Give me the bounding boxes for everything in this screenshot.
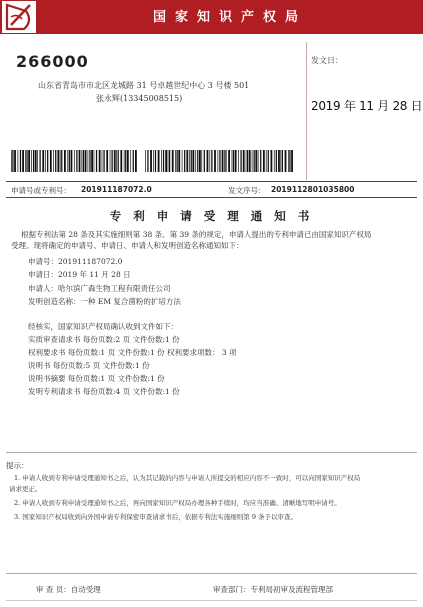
received-file-item: 发明专利请求书 每份页数:4 页 文件份数:1 份 — [28, 387, 180, 396]
cnipa-logo-icon — [2, 1, 36, 33]
send-date: 2019 年 11 月 28 日 — [311, 99, 423, 113]
recipient-name: 张永辉(13345008515) — [96, 94, 183, 103]
footer-divider-bottom — [6, 600, 417, 601]
serial-label: 发文序号： — [228, 186, 266, 195]
footer-divider — [6, 573, 417, 574]
intro-text-cont: 受理。现将确定的申请号、申请日、申请人和发明创造名称通知如下： — [11, 241, 244, 250]
barcode-right — [145, 150, 293, 172]
tip-1: 1. 申请人收到专利申请受理通知书之后，认为其记载的内容与申请人所提交的相应内容不一致时，可以向国家知识产权局 — [14, 474, 361, 482]
field-invention-title: 发明创造名称：一种 EM 复合菌粉的扩培方法 — [28, 297, 181, 306]
tip-3: 3. 国家知识产权局收到向外国申请专利保密审查请求书后，依据专利法实施细则第 9 条予以审查。 — [14, 513, 298, 521]
recipient-address: 山东省青岛市市北区龙城路 31 号卓越世纪中心 3 号楼 501 — [38, 81, 250, 90]
intro-text: 根据专利法第 28 条及其实施细则第 38 条、第 39 条的规定，申请人提出的专利申请已由国家知识产权局 — [21, 230, 372, 239]
examining-department: 审查部门：专利局初审及流程管理部 — [213, 585, 333, 594]
tips-divider — [6, 452, 417, 453]
received-file-item: 权利要求书 每份页数:1 页 文件份数:1 份 权利要求项数： 3 项 — [28, 348, 237, 357]
tips-label: 提示： — [6, 461, 29, 470]
address-divider — [306, 42, 307, 180]
serial-value: 2019112801035800 — [271, 185, 355, 194]
appno-label: 申请号或专利号： — [11, 186, 71, 195]
barcode-left — [11, 150, 137, 172]
tip-2: 2. 申请人收到专利申请受理通知书之后，再向国家知识产权局办理各种手续时，均应当准确、清晰地写明申请号。 — [14, 499, 341, 507]
examiner: 审 查 员：自动受理 — [36, 585, 101, 594]
strip-rule-top — [6, 181, 417, 182]
appno-value: 201911187072.0 — [81, 185, 152, 194]
field-filing-date: 申请日：2019 年 11 月 28 日 — [28, 270, 131, 279]
field-applicant: 申请人：哈尔滨广森生物工程有限责任公司 — [28, 284, 171, 293]
strip-rule-bottom — [6, 197, 417, 198]
received-file-item: 实质审查请求书 每份页数:2 页 文件份数:1 份 — [28, 335, 180, 344]
postcode: 266000 — [16, 52, 89, 71]
field-appno: 申请号：201911187072.0 — [28, 257, 123, 266]
tip-1-cont: 请求更正。 — [9, 485, 42, 493]
received-file-item: 说明书摘要 每份页数:1 页 文件份数:1 份 — [28, 374, 165, 383]
send-date-label: 发文日： — [311, 56, 343, 65]
org-name: 国家知识产权局 — [152, 10, 307, 25]
received-files-heading: 经核实，国家知识产权局确认收到文件如下： — [28, 322, 178, 331]
notice-title: 专 利 申 请 受 理 通 知 书 — [109, 209, 314, 223]
received-file-item: 说明书 每份页数:5 页 文件份数:1 份 — [28, 361, 150, 370]
